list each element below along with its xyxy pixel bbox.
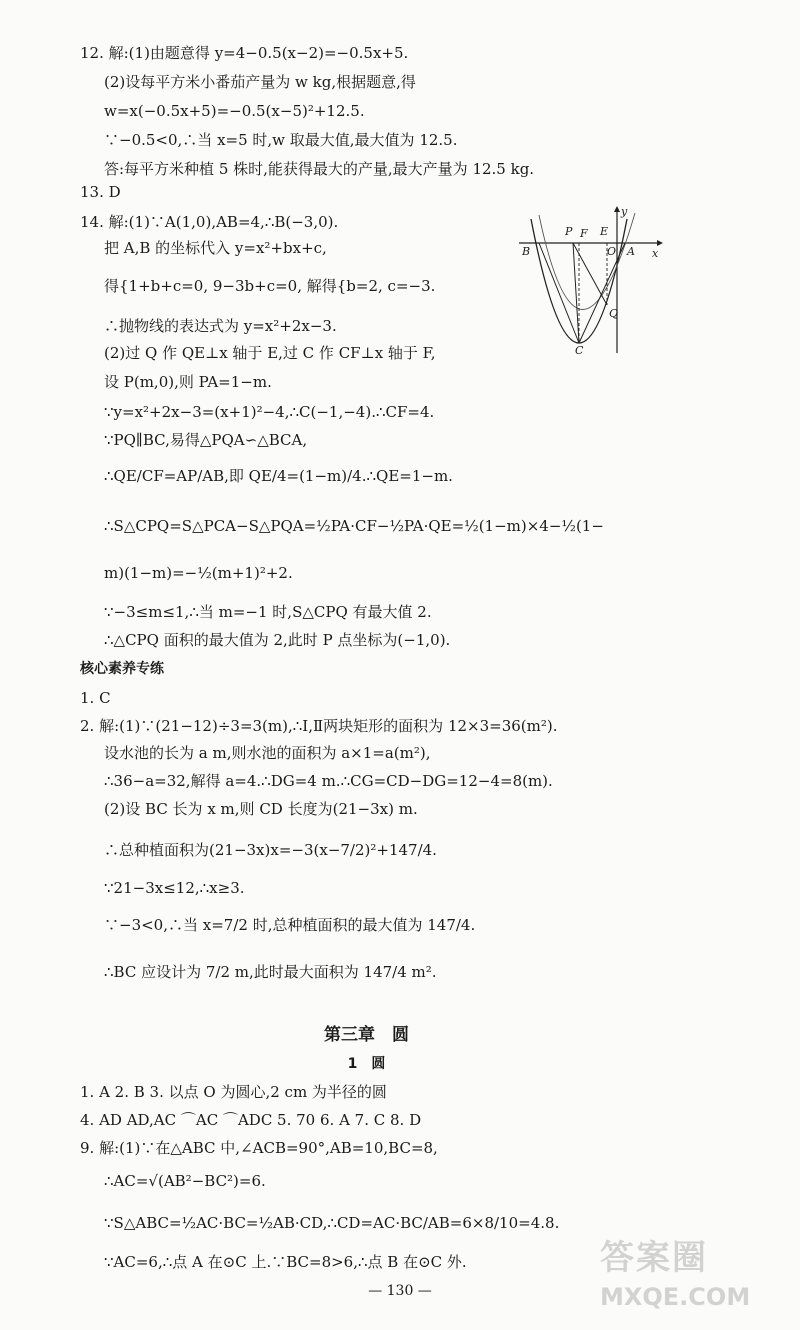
label-q: Q xyxy=(609,307,619,320)
label-a: A xyxy=(627,245,635,258)
q14-line-2: 把 A,B 的坐标代入 y=x²+bx+c, xyxy=(104,239,327,257)
x-axis-arrow xyxy=(657,240,663,246)
ch3-q9-line-3: ∵S△ABC=½AC·BC=½AB·CD,∴CD=AC·BC/AB=6×8/10=4.8. xyxy=(104,1214,560,1232)
ch3-q9-line-2: ∴AC=√(AB²−BC²)=6. xyxy=(104,1172,266,1190)
q14-line-11: m)(1−m)=−½(m+1)²+2. xyxy=(104,564,293,582)
q14-line-7: ∵y=x²+2x−3=(x+1)²−4,∴C(−1,−4).∴CF=4. xyxy=(104,403,435,421)
label-b: B xyxy=(522,245,531,258)
watermark-logo-text: 答案圈 xyxy=(600,1238,708,1278)
q14-line-8: ∵PQ∥BC,易得△PQA∽△BCA, xyxy=(104,431,308,449)
core-q2-line-7: ∵−3<0,∴当 x=7/2 时,总种植面积的最大值为 147/4. xyxy=(104,916,476,934)
label-c: C xyxy=(575,344,584,355)
ch3-q9-line-1: 9. 解:(1)∵在△ABC 中,∠ACB=90°,AB=10,BC=8, xyxy=(80,1139,438,1157)
q14-line-4: ∴抛物线的表达式为 y=x²+2x−3. xyxy=(104,317,337,335)
core-q2-line-2: 设水池的长为 a m,则水池的面积为 a×1=a(m²), xyxy=(104,744,431,762)
q14-line-13: ∴△CPQ 面积的最大值为 2,此时 P 点坐标为(−1,0). xyxy=(104,631,451,649)
y-axis-arrow xyxy=(614,206,620,212)
ch3-q9-line-4: ∵AC=6,∴点 A 在⊙C 上.∵BC=8>6,∴点 B 在⊙C 外. xyxy=(104,1253,467,1271)
q14-line-12: ∵−3≤m≤1,∴当 m=−1 时,S△CPQ 有最大值 2. xyxy=(104,603,432,621)
segment-ca xyxy=(579,243,625,343)
core-q2-line-5: ∴总种植面积为(21−3x)x=−3(x−7/2)²+147/4. xyxy=(104,841,437,859)
chapter-title: 第三章 圆 xyxy=(324,1025,409,1045)
q14-line-10: ∴S△CPQ=S△PCA−S△PQA=½PA·CF−½PA·QE=½(1−m)×4−½(1− xyxy=(104,517,604,535)
q12-line-5: 答:每平方米种植 5 株时,能获得最大的产量,最大产量为 12.5 kg. xyxy=(104,160,535,178)
core-q2-line-1: 2. 解:(1)∵(21−12)÷3=3(m),∴Ⅰ,Ⅱ两块矩形的面积为 12×3=36(m²). xyxy=(80,717,558,735)
core-q2-line-3: ∴36−a=32,解得 a=4.∴DG=4 m.∴CG=CD−DG=12−4=8(m). xyxy=(104,772,553,790)
segment-pq xyxy=(573,243,607,305)
q14-line-3: 得{1+b+c=0, 9−3b+c=0, 解得{b=2, c=−3. xyxy=(104,277,436,295)
label-o: O xyxy=(607,245,617,258)
q14-line-6: 设 P(m,0),则 PA=1−m. xyxy=(104,373,272,391)
core-q2-line-8: ∴BC 应设计为 7/2 m,此时最大面积为 147/4 m². xyxy=(104,963,437,981)
q13-answer: 13. D xyxy=(80,183,121,201)
q14-line-9: ∴QE/CF=AP/AB,即 QE/4=(1−m)/4.∴QE=1−m. xyxy=(104,467,453,485)
ch3-answers-1-3: 1. A 2. B 3. 以点 O 为圆心,2 cm 为半径的圆 xyxy=(80,1083,387,1101)
page-number: — 130 — xyxy=(368,1283,432,1299)
core-q2-line-6: ∵21−3x≤12,∴x≥3. xyxy=(104,879,245,897)
watermark xyxy=(600,1230,800,1330)
q14-line-5: (2)过 Q 作 QE⊥x 轴于 E,过 C 作 CF⊥x 轴于 F, xyxy=(104,344,436,362)
q12-line-1: 12. 解:(1)由题意得 y=4−0.5(x−2)=−0.5x+5. xyxy=(80,44,409,62)
segment-pc xyxy=(573,243,579,343)
segment-bc xyxy=(539,243,579,343)
label-y: y xyxy=(621,205,628,218)
section-heading: 核心素养专练 xyxy=(80,661,164,677)
label-f: F xyxy=(580,227,588,240)
core-q1-answer: 1. C xyxy=(80,689,111,707)
label-x: x xyxy=(652,247,659,260)
q12-line-4: ∵−0.5<0,∴当 x=5 时,w 取最大值,最大值为 12.5. xyxy=(104,131,458,149)
q14-line-1: 14. 解:(1)∵A(1,0),AB=4,∴B(−3,0). xyxy=(80,213,339,231)
q12-line-3: w=x(−0.5x+5)=−0.5(x−5)²+12.5. xyxy=(104,102,365,120)
ch3-answers-4-8: 4. AD AD,AC ⌒AC ⌒ADC 5. 70 6. A 7. C 8. D xyxy=(80,1111,422,1129)
q12-line-2: (2)设每平方米小番茄产量为 w kg,根据题意,得 xyxy=(104,73,416,91)
watermark-url: MXQE.COM xyxy=(600,1283,751,1311)
lesson-title: 1 圆 xyxy=(347,1056,386,1072)
parabola-figure xyxy=(517,205,665,355)
label-p: P xyxy=(565,225,573,238)
label-e: E xyxy=(600,225,609,238)
core-q2-line-4: (2)设 BC 长为 x m,则 CD 长度为(21−3x) m. xyxy=(104,800,418,818)
